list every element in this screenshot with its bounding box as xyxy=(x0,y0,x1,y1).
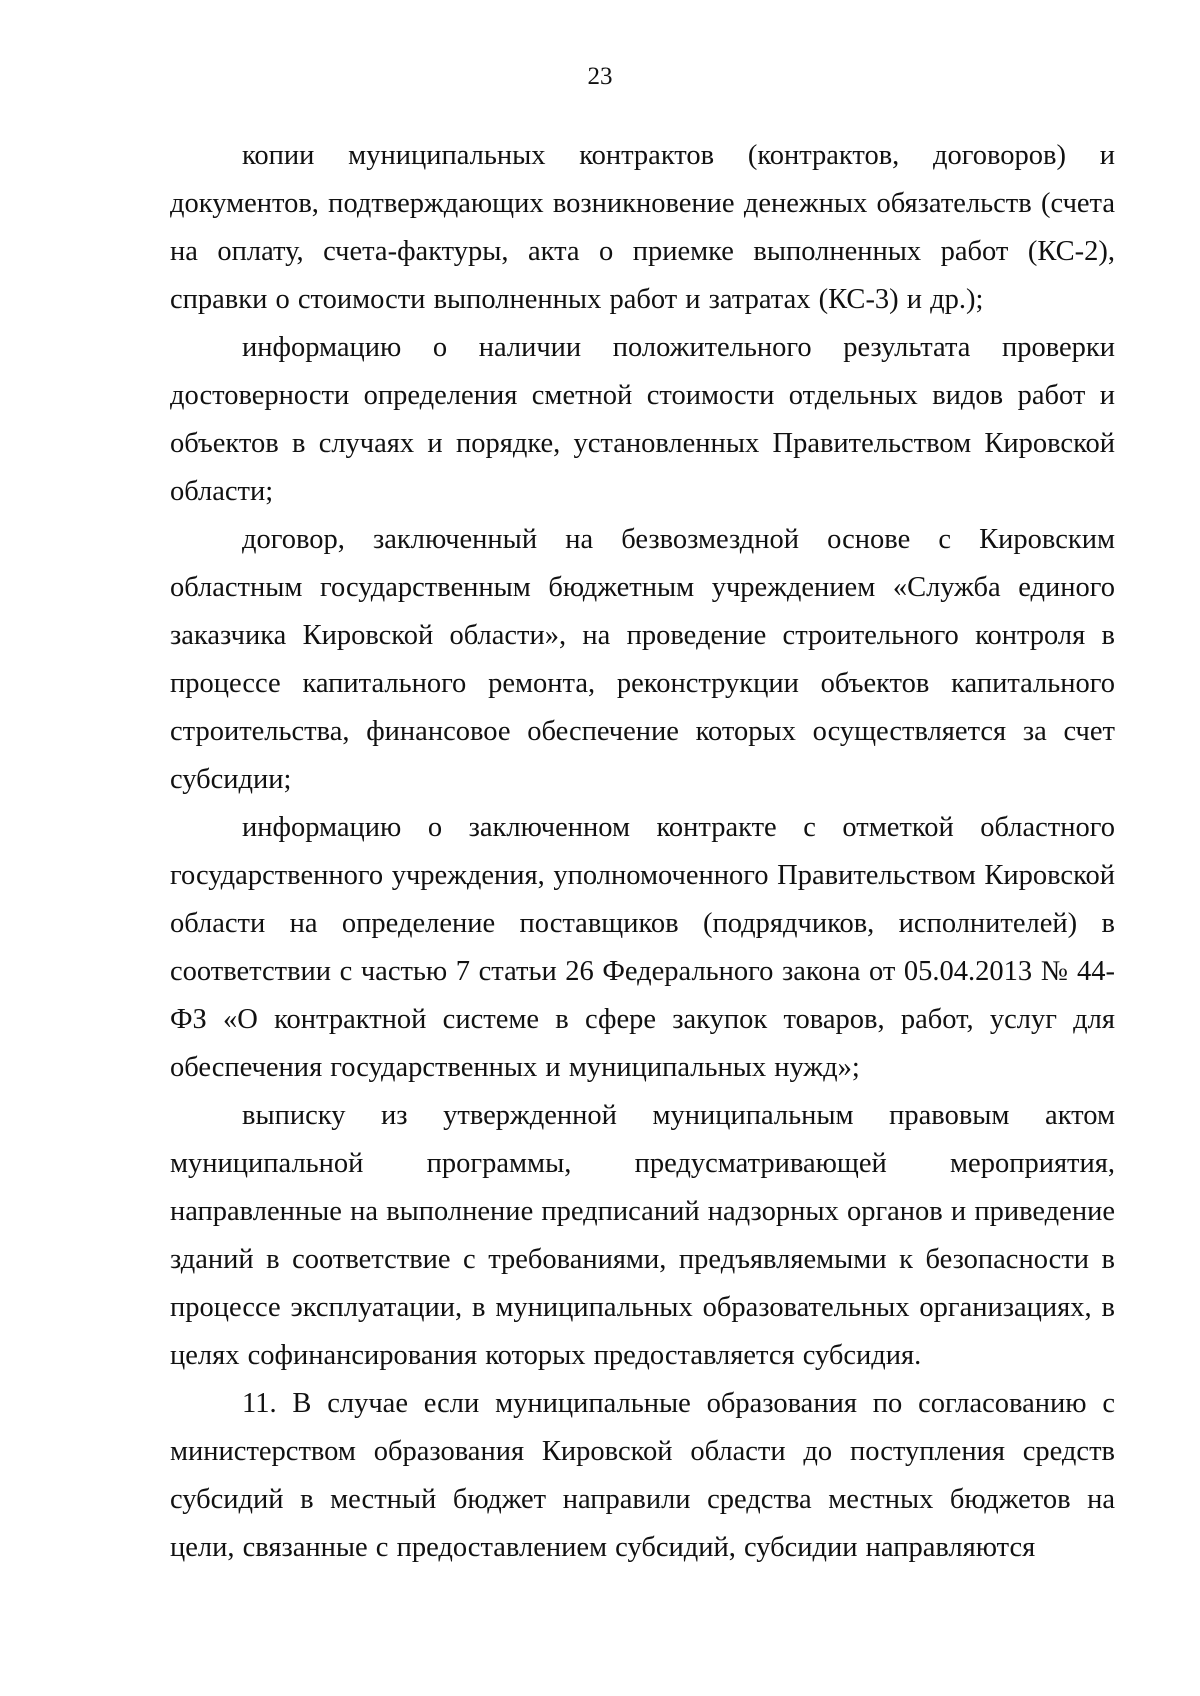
body-text xyxy=(170,132,1115,1572)
paragraph-clause-11: 11. В случае если муниципальные образования по согласованию с министерством образования Кировской области до поступления средств субсидий в местный бюджет направили средства местных бюджетов на цели, связанные с предоставлением субсидий, субсидии направляются xyxy=(170,1388,1115,1563)
paragraph-construction-control: договор, заключенный на безвозмездной основе с Кировским областным государственным бюджетным учреждением «Служба единого заказчика Кировской области», на проведение строительного контроля в процессе капитального ремонта, реконструкции объектов капитального строительства, финансовое обеспечение которых осуществляется за счет субсидии; xyxy=(170,524,1115,795)
paragraph-estimate-check: информацию о наличии положительного результата проверки достоверности определения сметной стоимости отдельных видов работ и объектов в случаях и порядке, установленных Правительством Кировской области; xyxy=(170,332,1115,507)
paragraph-contract-info: информацию о заключенном контракте с отметкой областного государственного учреждения, уполномоченного Правительством Кировской области на определение поставщиков (подрядчиков, исполнителей) в соответствии с частью 7 статьи 26 Федерального закона от 05.04.2013 № 44-ФЗ «О контрактной системе в сфере закупок товаров, работ, услуг для обеспечения государственных и муниципальных нужд»; xyxy=(170,812,1115,1083)
paragraph-contract-copies: копии муниципальных контрактов (контрактов, договоров) и документов, подтверждающих возникновение денежных обязательств (счета на оплату, счета-фактуры, акта о приемке выполненных работ (КС-2), справки о стоимости выполненных работ и затратах (КС-3) и др.); xyxy=(170,140,1115,315)
paragraph-program-extract: выписку из утвержденной муниципальным правовым актом муниципальной программы, предусматривающей мероприятия, направленные на выполнение предписаний надзорных органов и приведение зданий в соответствие с требованиями, предъявляемыми к безопасности в процессе эксплуатации, в муниципальных образовательных организациях, в целях софинансирования которых предоставляется субсидия. xyxy=(170,1100,1115,1371)
page-number: 23 xyxy=(587,63,613,90)
